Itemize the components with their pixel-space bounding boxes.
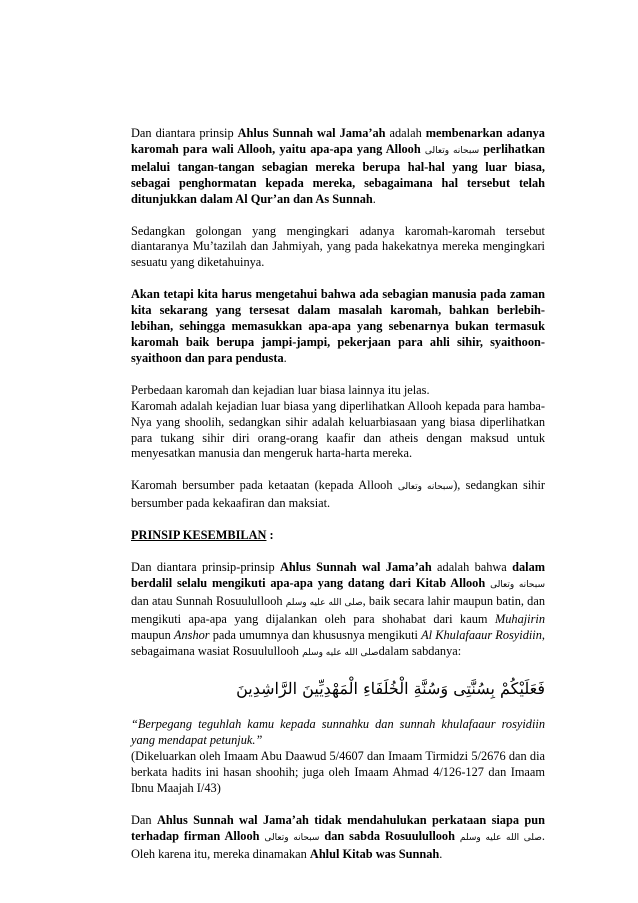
text: maupun [131,627,174,642]
text: adalah [385,126,426,140]
text: Dan diantara prinsip-prinsip [131,560,280,575]
text: , baik secara lahir maupun batin, dan mengikuti apa-apa yang dijalankan oleh para shohabat dari kaum [131,593,545,626]
text: Karomah bersumber pada ketaatan (kepada Allooh [131,478,398,493]
italic-text: Anshor [173,627,210,642]
document-page [131,126,545,879]
heading-suffix: : [266,528,274,543]
bold-text: Ahlus Sunnah wal Jama’ah tidak mendahulukan perkataan siapa pun terhadap firman Allooh [131,813,545,843]
paragraph-difference [131,383,545,463]
bold-text: Akan tetapi kita harus mengetahui bahwa ada sebagian manusia pada zaman kita sekarang yang tersesat dalam masalah karomah, bahkan berlebih-lebihan, sehingga memasukkan apa-apa yang sebenarnya bukan termasuk karomah baik berupa jampi-jampi, pekerjaan para ahli sihir, syaithoon-syaithoon dan para pendusta [131,287,545,365]
text: dalam sabdanya: [378,643,462,658]
bold-text: membenarkan adanya karomah para wali Allooh, yaitu apa-apa yang Allooh [131,126,545,156]
bold-text: perlihatkan melalui tangan-tangan sebagian mereka berupa hal-hal yang luar biasa, sebagai penghormatan kepada mereka, sebagaimana hal tersebut telah ditunjukkan dalam Al Qur’an dan As Sunnah [131,141,545,206]
paragraph-source [131,478,545,512]
arabic-honorific: سبحانه وتعالى [490,579,545,590]
arabic-honorific: صلى الله عليه وسلم [302,647,379,658]
text: . [439,846,443,861]
citation: (Dikeluarkan oleh Imaam Abu Daawud 5/4607 dan Imaam Tirmidzi 5/2676 dan dia berkata hadits ini hasan shoohih; juga oleh Imaam Ahmad 4/126-127 dan Imaam Ibnu Maajah I/43) [131,749,545,796]
text: . [283,350,287,365]
text-line: Perbedaan karomah dan kejadian luar biasa lainnya itu jelas. [131,382,430,397]
text: dan atau Sunnah Rosuulullooh [131,593,286,608]
italic-text: Muhajirin [494,611,545,626]
text: . [372,191,376,206]
text: adalah bahwa [431,560,513,575]
text: ), sedangkan sihir bersumber pada kekaafiran dan maksiat. [131,478,545,511]
bold-text: dan sabda Rosuulullooh [319,828,460,843]
paragraph-karomah-belief [131,126,545,208]
text: Dan [131,813,157,827]
hadith-arabic: فَعَلَيْكُمْ بِسُنَّتِى وَسُنَّةِ الْخُلَفَاءِ الْمَهْدِيِّينَ الرَّاشِدِينَ [236,679,545,699]
italic-text: Al Khulafaaur Rosyidiin [421,627,542,642]
heading-text: PRINSIP KESEMBILAN [131,528,267,543]
arabic-honorific: صلى الله عليه وسلم [459,832,542,843]
text: , sebagaimana wasiat Rosuulullooh [131,627,546,658]
bold-text: Ahlus Sunnah wal Jama’ah [237,126,386,140]
paragraph-warning [131,287,545,367]
text-line: Karomah adalah kejadian luar biasa yang diperlihatkan Allooh kepada para hamba-Nya yang shoolih, sedangkan sihir adalah keluarbiasaan yang biasa diperlihatkan para tukang sihir diri orang-orang kaafir dan atheis dengan maksud untuk menyesatkan manusia dan mengeruk harta-harta mereka. [131,398,545,461]
bold-text: dalam berdalil selalu mengikuti apa-apa yang datang dari Kitab Allooh [131,560,546,590]
arabic-honorific: سبحانه وتعالى [264,832,320,843]
paragraph-ahlul-kitab [131,813,545,863]
section-heading [131,528,545,544]
text: . Oleh karena itu, mereka dinamakan [131,828,545,861]
paragraph-hadith-translation [131,717,545,797]
arabic-honorific: سبحانه وتعالى [397,482,454,493]
italic-quote: “Berpegang teguhlah kamu kepada sunnahku dan sunnah khulafaaur rosyidiin yang mendapat petunjuk.” [131,717,545,748]
arabic-honorific: صلى الله عليه وسلم [285,597,363,608]
bold-text: Ahlus Sunnah wal Jama’ah [279,560,432,575]
text: pada umumnya dan khususnya mengikuti [209,627,422,642]
text: Dan diantara prinsip [131,126,238,140]
paragraph-deniers: Sedangkan golongan yang mengingkari adanya karomah-karomah tersebut diantaranya Mu’tazilah dan Jahmiyah, yang pada hakekatnya mereka mengingkari sesuatu yang diketahuinya. [131,223,545,270]
paragraph-principle-nine [131,560,545,661]
arabic-honorific: سبحانه وتعالى [424,145,480,156]
bold-text: Ahlul Kitab was Sunnah [309,846,440,861]
